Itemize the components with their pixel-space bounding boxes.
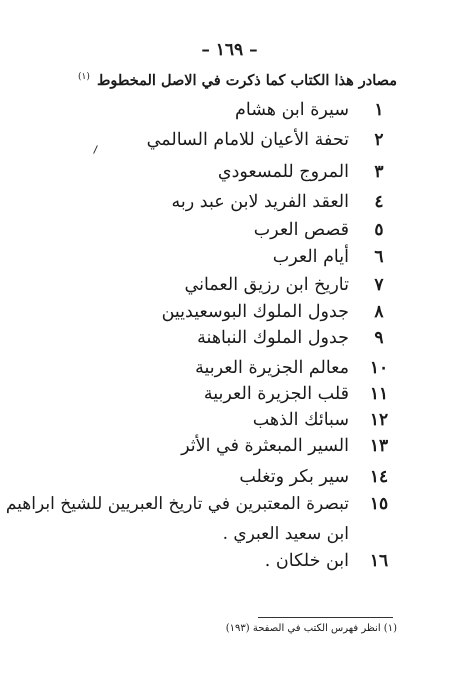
item-title: أيام العرب — [272, 247, 349, 267]
item-number: ١١ — [369, 384, 389, 404]
list-item — [0, 247, 459, 273]
item-number: ١٥ — [369, 494, 389, 514]
item-title: سبائك الذهب — [252, 410, 349, 430]
list-item — [0, 467, 459, 493]
item-title: قلب الجزيرة العربية — [203, 384, 349, 404]
heading-text: مصادر هذا الكتاب كما ذكرت في الاصل المخطوط — [96, 72, 397, 89]
list-item — [0, 130, 459, 156]
list-item — [0, 358, 459, 384]
item-title: سير بكر وتغلب — [239, 467, 349, 487]
list-item — [0, 384, 459, 410]
footnote: (١) انظر فهرس الكتب في الصفحة (١٩٣) — [225, 623, 397, 634]
item-number: ١٢ — [369, 410, 389, 430]
item-number: ٥ — [374, 220, 384, 240]
list-item — [0, 192, 459, 218]
item-title: العقد الفريد لابن عبد ربه — [171, 192, 349, 212]
footnote-divider — [258, 617, 393, 618]
list-item-continuation — [0, 524, 459, 550]
item-title: جدول الملوك البوسعيديين — [161, 302, 349, 322]
item-number: ١٣ — [369, 436, 389, 456]
item-number: ١ — [374, 100, 384, 120]
list-item — [0, 275, 459, 301]
item-number: ١٤ — [369, 467, 389, 487]
list-item — [0, 100, 459, 126]
page-number: – ١٦٩ – — [201, 40, 258, 60]
list-item — [0, 162, 459, 188]
item-title: السير المبعثرة في الأثر — [181, 436, 349, 456]
item-number: ٤ — [374, 192, 384, 212]
item-number: ٣ — [374, 162, 384, 182]
item-title: جدول الملوك النباهنة — [197, 328, 349, 348]
list-item — [0, 328, 459, 354]
item-title: تاريخ ابن رزيق العماني — [184, 275, 349, 295]
item-title: معالم الجزيرة العربية — [195, 358, 349, 378]
item-title: ابن خلكان . — [264, 551, 349, 571]
heading-footnote-marker: (١) — [78, 72, 90, 83]
list-item — [0, 220, 459, 246]
list-item — [0, 551, 459, 577]
list-item — [0, 410, 459, 436]
list-item — [0, 494, 459, 520]
item-number: ٩ — [374, 328, 384, 348]
item-number: ٨ — [374, 302, 384, 322]
item-title: قصص العرب — [253, 220, 349, 240]
item-title-continuation: ابن سعيد العبري . — [222, 524, 349, 544]
item-number: ٧ — [374, 275, 384, 295]
item-number: ١٠ — [369, 358, 389, 378]
item-number: ١٦ — [369, 551, 389, 571]
list-item — [0, 302, 459, 328]
item-number: ٦ — [374, 247, 384, 267]
list-item — [0, 436, 459, 462]
item-title: تبصرة المعتبرين في تاريخ العبريين للشيخ ابراهيم — [5, 494, 349, 514]
page-heading — [37, 72, 397, 89]
item-title: سيرة ابن هشام — [235, 100, 349, 120]
item-title: تحفة الأعيان للامام السالمي — [146, 130, 349, 150]
item-number: ٢ — [374, 130, 384, 150]
item-title: المروج للمسعودي — [217, 162, 349, 182]
